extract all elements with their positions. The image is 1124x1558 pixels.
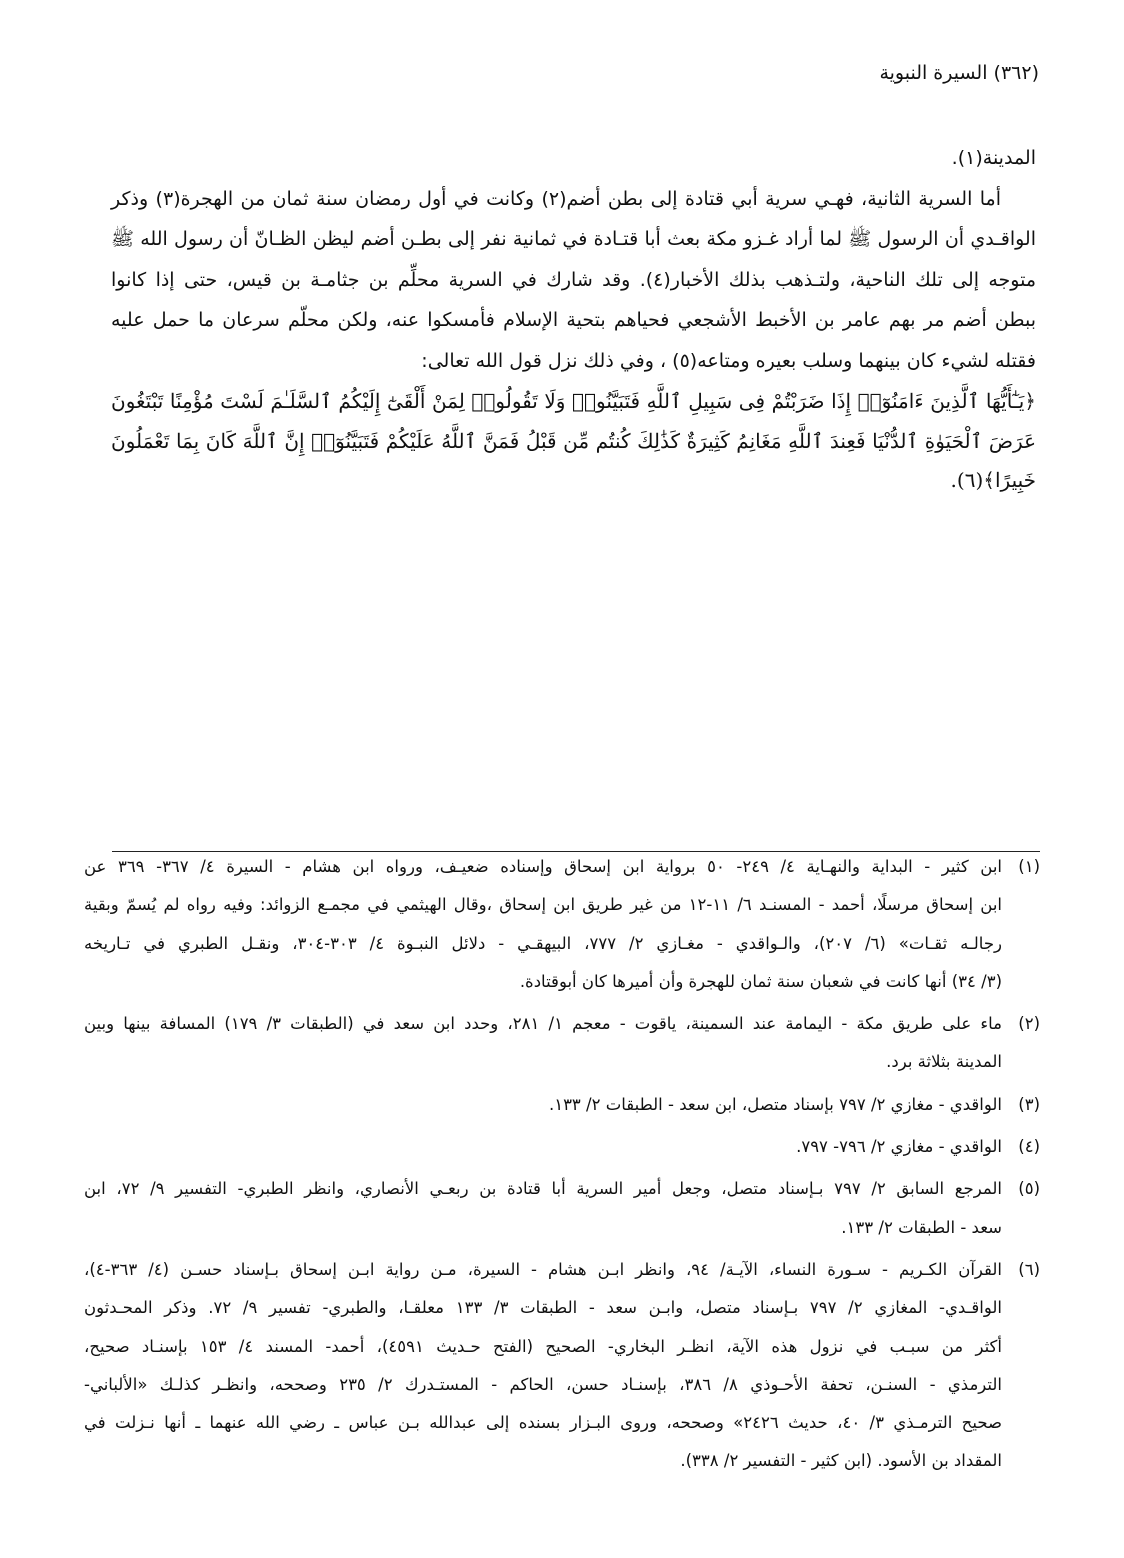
footnote xyxy=(84,1086,1040,1124)
footnote-line: الواقـدي- المغازي ٢/ ٧٩٧ بـإسناد متصل، وابـن سعد - الطبقات ٣/ ١٣٣ معلقـا، والطبري- تفسير ٩/ ٧٢. وذكر المحـدثون xyxy=(84,1298,1003,1318)
footnote-number: (٦) xyxy=(1018,1259,1040,1279)
footnote xyxy=(84,1251,1040,1481)
body-text-line: فقتله لشيء كان بينهما وسلب بعيره ومتاعه(٥) ، وفي ذلك نزل قول الله تعالى: xyxy=(421,349,1036,372)
footnote-line: الترمذي - السنـن، تحفة الأحـوذي ٨/ ٣٨٦، بإسنـاد حسن، الحاكم - المستـدرك ٢/ ٢٣٥ وصححه، وانظـر كذلـك «الألباني- xyxy=(84,1374,1002,1394)
footnote-number: (٥) xyxy=(1018,1179,1040,1199)
quran-verse-line: عَرَضَ ٱلْحَيَوٰةِ ٱلدُّنْيَا فَعِندَ ٱللَّهِ مَغَانِمُ كَثِيرَةٌ كَذَٰلِكَ كُنتُم مِّن قَبْلُ فَمَنَّ ٱللَّهُ عَلَيْكُمْ فَتَبَيَّنُوٓا۟ إِنَّ ٱللَّهَ كَانَ بِمَا تَعْمَلُونَ xyxy=(111,428,1036,453)
footnote-line: القرآن الكـريم - سـورة النساء، الآيـة/ ٩٤، وانظر ابـن هشام - السيرة، مـن رواية ابـن إسحاق بـإسناد حسـن (٤/ ٣٦٣-٤)، xyxy=(84,1259,1002,1279)
footnote-number: (٣) xyxy=(1018,1094,1040,1114)
body-text-line: ببطن أضم مر بهم عامر بن الأخبط الأشجعي فحياهم بتحية الإسلام فأمسكوا عنه، ولكن محلّم سرعان ما حمل عليه xyxy=(111,309,1036,331)
footnote-line: صحيح الترمـذي ٣/ ٤٠، حديث ٢٤٢٦» وصححه، وروى البـزار بسنده إلى عبدالله بـن عباس ـ رضي الله عنهما ـ أنها نـزلت في xyxy=(84,1413,1002,1433)
main-text xyxy=(111,138,1036,500)
footnote-number: (٤) xyxy=(1018,1137,1040,1157)
footnote-line: ابن كثير - البداية والنهـاية ٤/ ٢٤٩- ٥٠ برواية ابن إسحاق وإسناده ضعيـف، ورواه ابن هشام - السيرة ٤/ ٣٦٧- ٣٦٩ عن xyxy=(84,857,1003,876)
footnote-line: المدينة بثلاثة برد. xyxy=(886,1052,1002,1072)
body-text-line: الواقـدي أن الرسول ﷺ لما أراد غـزو مكة بعث أبا قتـادة في ثمانية نفر إلى بطـن أضم ليظن الظـانّ أن رسول الله ﷺ xyxy=(111,228,1036,250)
footnote-line: أكثر من سبـب في نزول هذه الآية، انظـر البخاري- الصحيح (الفتح حـديث ٤٥٩١)، أحمد- المسند ٤/ ١٥٣ بإسنـاد صحيح، xyxy=(84,1336,1002,1356)
body-text-line: متوجه إلى تلك الناحية، ولتـذهب بذلك الأخبار(٤). وقد شارك في السرية محلِّم بن جثامـة بن قيس، حتى إذا كانوا xyxy=(111,268,1036,291)
quran-verse-line: ﴿يَـٰٓأَيُّهَا ٱلَّذِينَ ءَامَنُوٓا۟ إِذَا ضَرَبْتُمْ فِى سَبِيلِ ٱللَّهِ فَتَبَيَّنُوا۟ وَلَا تَقُولُوا۟ لِمَنْ أَلْقَىٰٓ إِلَيْكُمُ ٱلسَّلَـٰمَ لَسْتَ مُؤْمِنًا تَبْتَغُونَ xyxy=(111,389,1036,413)
footnote xyxy=(84,848,1040,1001)
footnote-line: الواقدي - مغازي ٢/ ٧٩٧ بإسناد متصل، ابن سعد - الطبقات ٢/ ١٣٣. xyxy=(548,1094,1002,1114)
footnote-number: (٢) xyxy=(1018,1014,1040,1034)
body-text-line: المدينة(١). xyxy=(951,147,1036,169)
footnote xyxy=(84,1005,1040,1082)
body-text-line: أما السرية الثانية، فهـي سرية أبي قتادة إلى بطن أضم(٢) وكانت في أول رمضان سنة ثمان من الهجرة(٣) وذكر xyxy=(111,187,1001,210)
footnote-line: رجالـه ثقـات» (٦/ ٢٠٧)، والـواقدي - مغـازي ٢/ ٧٧٧، البيهقـي - دلائل النبـوة ٤/ ٣٠٣-٣٠٤، ونقـل الطبري في تـاريخه xyxy=(84,933,1002,953)
footnote-line: المرجع السابق ٢/ ٧٩٧ بـإسناد متصل، وجعل أمير السرية أبا قتادة بن ربعـي الأنصاري، وانظر الطبري- التفسير ٩/ ٧٢، ابن xyxy=(84,1179,1002,1199)
footnote xyxy=(84,1170,1040,1247)
footnote-line: المقداد بن الأسود. (ابن كثير - التفسير ٢/ ٣٣٨). xyxy=(680,1451,1002,1471)
footnote-line: ابن إسحاق مرسلًا، أحمد - المسنـد ٦/ ١١-١٢ من غير طريق ابن إسحاق ،وقال الهيثمي في مجمـع الزوائد: وفيه رواه لم يُسمّ وبقية xyxy=(84,895,1002,915)
quran-verse-line: خَبِيرًا﴾(٦). xyxy=(950,468,1036,492)
footnote-line: (٣/ ٣٤) أنها كانت في شعبان سنة ثمان للهجرة وأن أميرها كان أبوقتادة. xyxy=(519,971,1002,991)
footnote xyxy=(84,1128,1040,1166)
running-header: (٣٦٢) السيرة النبوية xyxy=(879,62,1039,84)
footnote-number: (١) xyxy=(1018,857,1040,876)
footnote-line: ماء على طريق مكة - اليمامة عند السمينة، ياقوت - معجم ١/ ٢٨١، وحدد ابن سعد في (الطبقات ٣/ ١٧٩) المسافة بينها وبين xyxy=(84,1014,1002,1034)
footnotes xyxy=(84,848,1040,1485)
footnote-line: سعد - الطبقات ٢/ ١٣٣. xyxy=(841,1217,1002,1237)
footnote-line: الواقدي - مغازي ٢/ ٧٩٦- ٧٩٧. xyxy=(796,1137,1002,1157)
